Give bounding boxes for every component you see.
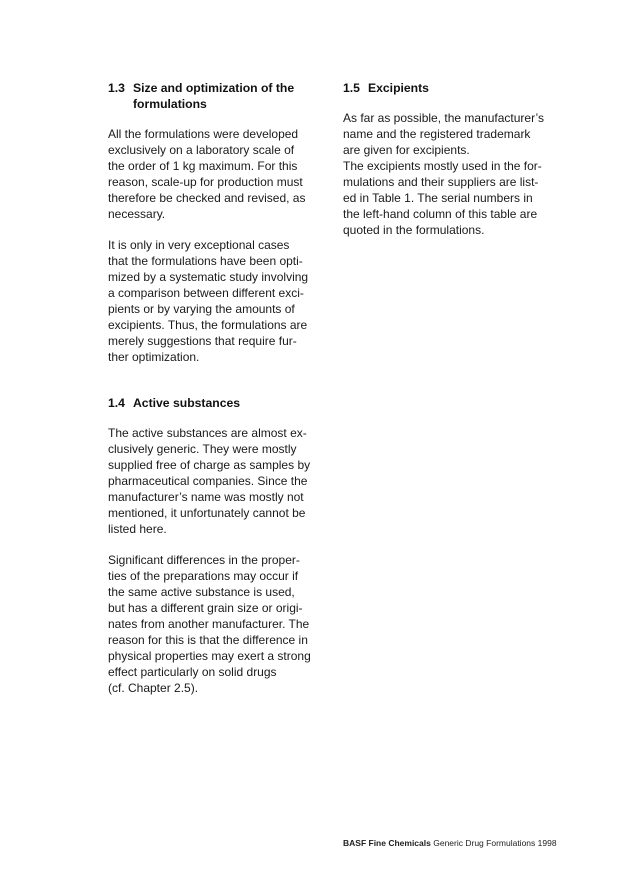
text-line: the same active substance is used, bbox=[108, 585, 295, 599]
text-line: the left-hand column of this table are bbox=[343, 207, 538, 221]
paragraph bbox=[343, 110, 563, 238]
text-line: necessary. bbox=[108, 207, 166, 221]
text-line: pharmaceutical companies. Since the bbox=[108, 474, 308, 488]
text-line: name and the registered trademark bbox=[343, 127, 531, 141]
text-line: pients or by varying the amounts of bbox=[108, 302, 295, 316]
text-line: As far as possible, the manufacturer’s bbox=[343, 111, 544, 125]
paragraph bbox=[108, 425, 323, 537]
text-line: that the formulations have been opti- bbox=[108, 254, 303, 268]
section-title: Excipients bbox=[368, 81, 429, 95]
section-1-4 bbox=[108, 395, 323, 696]
text-line: ties of the preparations may occur if bbox=[108, 569, 299, 583]
left-column bbox=[108, 80, 323, 696]
footer-publication: Generic Drug Formulations 1998 bbox=[433, 838, 557, 848]
text-line: (cf. Chapter 2.5). bbox=[108, 681, 199, 695]
section-title: Active substances bbox=[133, 396, 241, 410]
section-title bbox=[133, 80, 323, 112]
text-line: It is only in very exceptional cases bbox=[108, 238, 290, 252]
text-line: reason for this is that the difference in bbox=[108, 633, 308, 647]
right-column bbox=[343, 80, 563, 238]
text-line: quoted in the formulations. bbox=[343, 223, 485, 237]
text-line: The active substances are almost ex- bbox=[108, 426, 307, 440]
page-footer bbox=[343, 838, 557, 848]
paragraph bbox=[108, 552, 323, 696]
footer-brand: BASF Fine Chemicals bbox=[343, 838, 431, 848]
text-line: physical properties may exert a strong bbox=[108, 649, 311, 663]
section-number: 1.3 bbox=[108, 81, 125, 95]
section-title-line: Size and optimization of the bbox=[133, 81, 295, 95]
text-line: clusively generic. They were mostly bbox=[108, 442, 297, 456]
section-1-5 bbox=[343, 80, 563, 238]
text-line: listed here. bbox=[108, 522, 167, 536]
text-line: mulations and their suppliers are list- bbox=[343, 175, 539, 189]
text-line: All the formulations were developed bbox=[108, 127, 299, 141]
text-line: manufacturer’s name was mostly not bbox=[108, 490, 304, 504]
paragraph bbox=[108, 126, 323, 222]
section-number: 1.5 bbox=[343, 81, 360, 95]
text-line: exclusively on a laboratory scale of bbox=[108, 143, 295, 157]
text-line: excipients. Thus, the formulations are bbox=[108, 318, 308, 332]
paragraph bbox=[108, 237, 323, 365]
text-line: are given for excipients. bbox=[343, 143, 470, 157]
text-line: ed in Table 1. The serial numbers in bbox=[343, 191, 533, 205]
section-heading bbox=[108, 80, 323, 112]
text-line: The excipients mostly used in the for- bbox=[343, 159, 542, 173]
text-line: effect particularly on solid drugs bbox=[108, 665, 277, 679]
text-line: but has a different grain size or origi- bbox=[108, 601, 303, 615]
text-line: nates from another manufacturer. The bbox=[108, 617, 310, 631]
section-heading bbox=[343, 80, 563, 96]
section-heading bbox=[108, 395, 323, 411]
text-line: mentioned, it unfortunately cannot be bbox=[108, 506, 306, 520]
text-line: the order of 1 kg maximum. For this bbox=[108, 159, 298, 173]
text-line: therefore be checked and revised, as bbox=[108, 191, 306, 205]
text-line: Significant differences in the proper- bbox=[108, 553, 300, 567]
section-number: 1.4 bbox=[108, 396, 125, 410]
text-line: a comparison between different exci- bbox=[108, 286, 304, 300]
text-line: mized by a systematic study involving bbox=[108, 270, 309, 284]
text-line: supplied free of charge as samples by bbox=[108, 458, 311, 472]
section-1-3 bbox=[108, 80, 323, 365]
text-line: ther optimization. bbox=[108, 350, 200, 364]
text-line: merely suggestions that require fur- bbox=[108, 334, 297, 348]
section-title-line: formulations bbox=[133, 97, 207, 111]
text-line: reason, scale-up for production must bbox=[108, 175, 303, 189]
